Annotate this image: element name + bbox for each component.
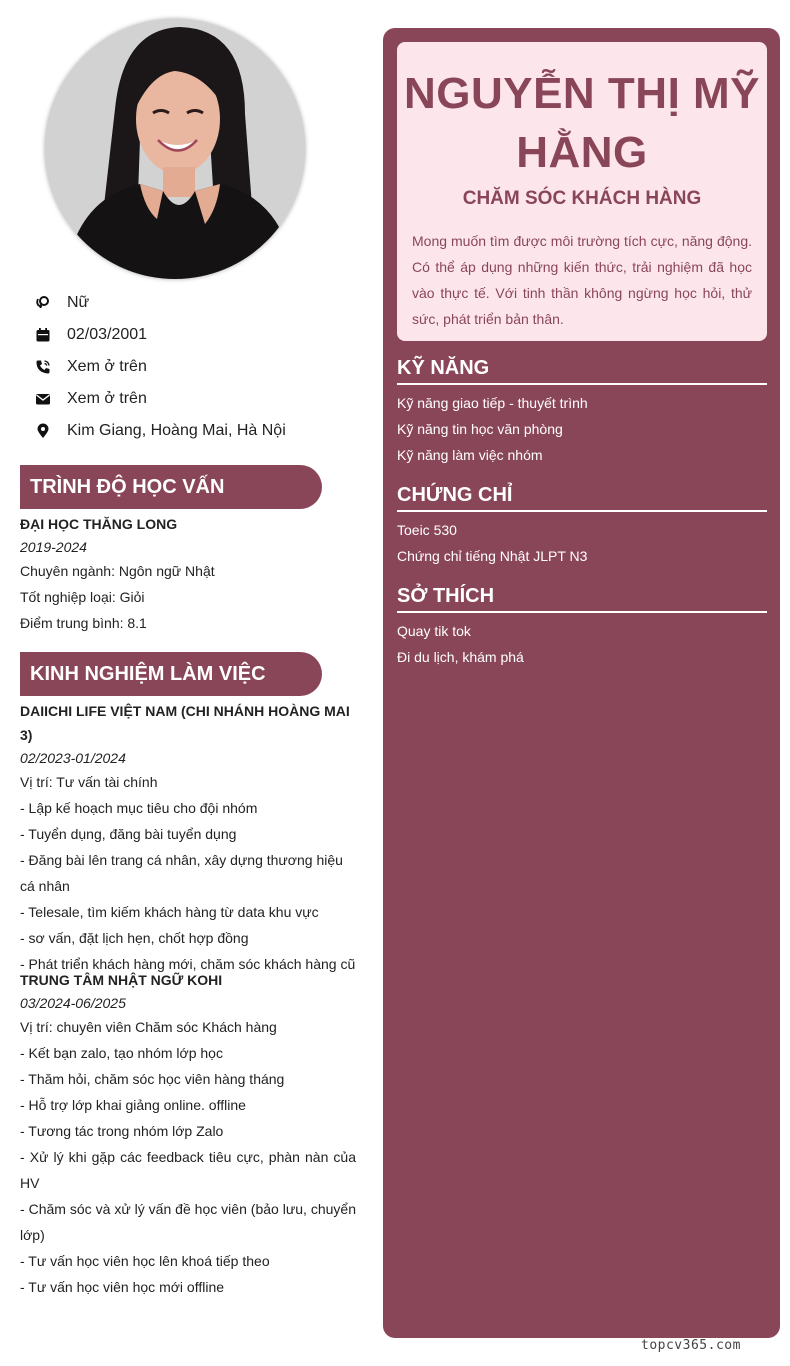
portrait-image <box>45 19 305 279</box>
job-line: - Kết bạn zalo, tạo nhóm lớp học <box>20 1045 223 1061</box>
calendar-icon <box>34 326 52 344</box>
job-period: 03/2024-06/2025 <box>20 995 126 1011</box>
job-line: - Hỗ trợ lớp khai giảng online. offline <box>20 1097 246 1113</box>
job-line: - Tư vấn học viên học mới offline <box>20 1279 225 1295</box>
profile-photo <box>45 19 305 279</box>
job-line: - Tuyển dụng, đăng bài tuyển dụng <box>20 826 237 842</box>
contact-birthday <box>34 319 364 351</box>
email-icon <box>34 390 52 408</box>
job-block <box>20 699 356 977</box>
education-line: Điểm trung bình: 8.1 <box>20 615 147 631</box>
education-line: Tốt nghiệp loại: Giỏi <box>20 589 145 605</box>
job-line: - Tư vấn học viên học lên khoá tiếp theo <box>20 1253 270 1269</box>
job-line: - Đăng bài lên trang cá nhân, xây dựng thương hiệu cá nhân <box>20 852 343 894</box>
watermark: topcv365.com <box>641 1338 741 1353</box>
contact-email[interactable] <box>34 383 364 415</box>
job-period: 02/2023-01/2024 <box>20 750 126 766</box>
career-objective: Mong muốn tìm được môi trường tích cực, năng động. Có thể áp dụng những kiến thức, trải nghiệm đã học vào thực tế. Với tinh thần không ngừng học hỏi, thử sức, phát triển bản thân. <box>412 233 752 327</box>
job-line: - Phát triển khách hàng mới, chăm sóc khách hàng cũ <box>20 956 356 972</box>
education-block <box>20 512 356 636</box>
job-line: - Thăm hỏi, chăm sóc học viên hàng tháng <box>20 1071 285 1087</box>
contact-address-value: Kim Giang, Hoàng Mai, Hà Nội <box>67 422 286 439</box>
hobby-item: Đi du lịch, khám phá <box>397 649 524 665</box>
certificates-heading: CHỨNG CHỈ <box>397 480 767 512</box>
hobbies-heading: SỞ THÍCH <box>397 581 767 613</box>
job-line: Vị trí: chuyên viên Chăm sóc Khách hàng <box>20 1019 277 1035</box>
certificate-item: Toeic 530 <box>397 522 457 538</box>
job-line: Vị trí: Tư vấn tài chính <box>20 774 158 790</box>
job-block <box>20 968 356 1300</box>
name-card <box>397 42 767 341</box>
contact-phone-value: Xem ở trên <box>67 358 147 375</box>
company-name: TRUNG TÂM NHẬT NGỮ KOHI <box>20 972 223 988</box>
contact-birthday-value: 02/03/2001 <box>67 326 148 343</box>
contact-list <box>34 287 364 447</box>
job-line: - Chăm sóc và xử lý vấn đề học viên (bảo lưu, chuyển lớp) <box>20 1201 356 1243</box>
school-name: ĐẠI HỌC THĂNG LONG <box>20 516 178 532</box>
certificate-item: Chứng chỉ tiếng Nhật JLPT N3 <box>397 548 588 564</box>
skills-heading: KỸ NĂNG <box>397 353 767 385</box>
job-line: - Lập kế hoạch mục tiêu cho đội nhóm <box>20 800 258 816</box>
education-heading: TRÌNH ĐỘ HỌC VẤN <box>20 465 322 509</box>
contact-gender <box>34 287 364 319</box>
contact-gender-value: Nữ <box>67 294 90 311</box>
skill-item: Kỹ năng tin học văn phòng <box>397 421 563 437</box>
skill-item: Kỹ năng làm việc nhóm <box>397 447 543 463</box>
education-period: 2019-2024 <box>20 539 87 555</box>
location-icon <box>34 422 52 440</box>
job-title: CHĂM SÓC KHÁCH HÀNG <box>462 188 702 209</box>
job-line: - Xử lý khi gặp các feedback tiêu cực, phàn nàn của HV <box>20 1149 356 1191</box>
hobby-item: Quay tik tok <box>397 623 471 639</box>
job-line: - sơ vấn, đặt lịch hẹn, chốt hợp đồng <box>20 930 249 946</box>
education-line: Chuyên ngành: Ngôn ngữ Nhật <box>20 563 215 579</box>
experience-heading: KINH NGHIỆM LÀM VIỆC <box>20 652 322 696</box>
phone-icon <box>34 358 52 376</box>
hobbies-list <box>397 618 767 670</box>
skills-list <box>397 390 767 468</box>
certificates-list <box>397 517 767 569</box>
contact-address <box>34 415 364 447</box>
contact-email-value: Xem ở trên <box>67 390 147 407</box>
skill-item: Kỹ năng giao tiếp - thuyết trình <box>397 395 588 411</box>
full-name: NGUYỄN THỊ MỸ HẰNG <box>403 69 761 177</box>
contact-phone[interactable] <box>34 351 364 383</box>
gender-icon <box>34 294 52 312</box>
job-line: - Tương tác trong nhóm lớp Zalo <box>20 1123 224 1139</box>
right-panel <box>383 28 780 1338</box>
job-line: - Telesale, tìm kiếm khách hàng từ data khu vực <box>20 904 319 920</box>
company-name: DAIICHI LIFE VIỆT NAM (CHI NHÁNH HOÀNG MAI 3) <box>20 703 350 743</box>
